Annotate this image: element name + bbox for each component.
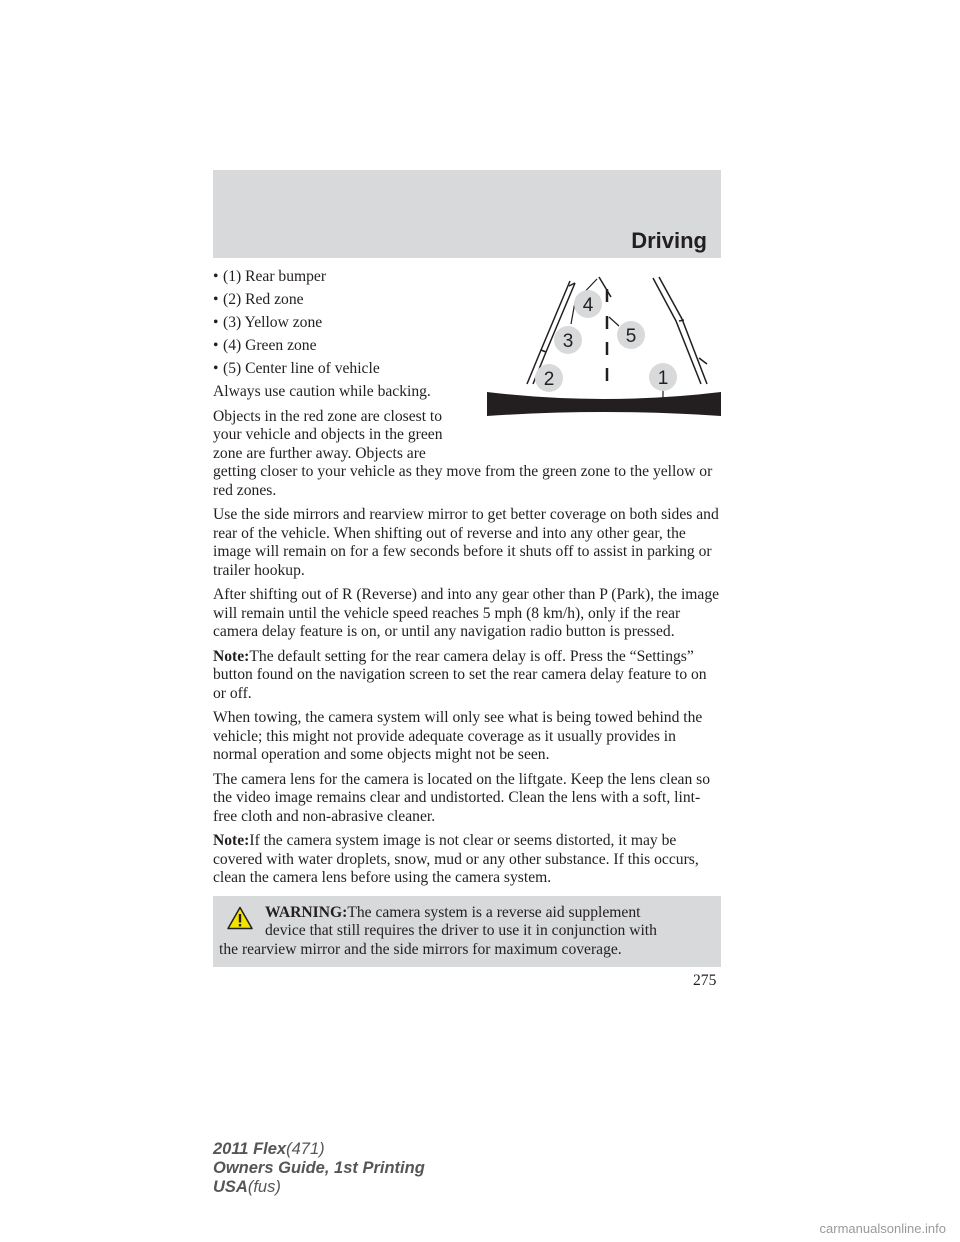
note-camera-delay xyxy=(213,648,721,704)
svg-text:5: 5 xyxy=(625,326,637,347)
legend-item-green-zone: • (4) Green zone xyxy=(213,337,721,356)
watermark: carmanualsonline.info xyxy=(819,1221,946,1236)
warning-triangle-icon xyxy=(227,906,253,930)
note-text: The default setting for the rear camera delay is off. Press the “Settings” button found on the navigation screen to set the rear camera delay feature to on or off. xyxy=(213,647,707,702)
paragraph-shifting: After shifting out of R (Reverse) and into any gear other than P (Park), the image will remain until the vehicle speed reaches 5 mph (8 km/h), only if the rear camera delay feature is on, or until any navigation radio button is pressed. xyxy=(213,586,720,640)
footer-guide: Owners Guide, 1st Printing xyxy=(213,1159,425,1177)
warning-line-3: the rearview mirror and the side mirrors for maximum coverage. xyxy=(219,940,622,958)
note-label: Note: xyxy=(213,647,250,665)
zone-legend-list xyxy=(213,268,721,379)
footer-line-model xyxy=(213,1140,425,1159)
paragraph-towing: When towing, the camera system will only see what is being towed behind the vehicle; this might not provide adequate coverage as it usually provides in normal operation and some objects might not be seen. xyxy=(213,709,703,763)
page-number: 275 xyxy=(693,972,717,989)
note-distorted-image xyxy=(213,832,721,888)
paragraph-caution: Always use caution while backing. xyxy=(213,383,431,400)
footer-line-region xyxy=(213,1178,425,1197)
svg-text:4: 4 xyxy=(582,295,594,316)
page-content xyxy=(213,268,721,967)
warning-text-1: The camera system is a reverse aid supplement xyxy=(347,903,641,921)
section-title: Driving xyxy=(631,228,707,253)
paragraph-lens: The camera lens for the camera is located on the liftgate. Keep the lens clean so the video image remains clear and undistorted. Clean the lens with a soft, lint-free cloth and non-abrasive cleaner. xyxy=(213,770,711,825)
svg-text:1: 1 xyxy=(657,368,669,389)
legend-item-yellow-zone: • (3) Yellow zone xyxy=(213,314,721,333)
header-band xyxy=(213,170,721,258)
note-text: If the camera system image is not clear or seems distorted, it may be covered with water droplets, snow, mud or any other substance. If this occurs, clean the camera lens before using the camera system. xyxy=(213,832,699,886)
footer-model: 2011 Flex xyxy=(213,1140,287,1158)
rear-bumper-shape xyxy=(487,392,721,416)
footer-region: USA xyxy=(213,1178,248,1196)
legend-item-rear-bumper: • (1) Rear bumper xyxy=(213,268,721,287)
warning-line-2: device that still requires the driver to use it in conjunction with xyxy=(265,922,657,939)
svg-text:2: 2 xyxy=(543,369,555,390)
paragraph-mirrors: Use the side mirrors and rearview mirror to get better coverage on both sides and rear of the vehicle. When shifting out of reverse and into any other gear, the image will remain on for a few seconds before it shuts off to assist in parking or trailer hookup. xyxy=(213,506,719,579)
svg-text:3: 3 xyxy=(562,331,574,352)
warning-box xyxy=(213,896,721,968)
warning-line-1 xyxy=(219,904,711,923)
paragraph-zones: Objects in the red zone are closest to your vehicle and objects in the green zone are further away. Objects are getting closer to your vehicle as they move from the green zone to the yellow or red zones. xyxy=(213,407,713,499)
warning-label: WARNING: xyxy=(265,903,348,921)
print-footer xyxy=(213,1140,425,1197)
note-label: Note: xyxy=(213,832,250,849)
footer-model-code: (471) xyxy=(286,1140,325,1158)
footer-region-code: (fus) xyxy=(247,1178,281,1196)
legend-item-red-zone: • (2) Red zone xyxy=(213,291,721,310)
legend-item-center-line: • (5) Center line of vehicle xyxy=(213,360,721,379)
